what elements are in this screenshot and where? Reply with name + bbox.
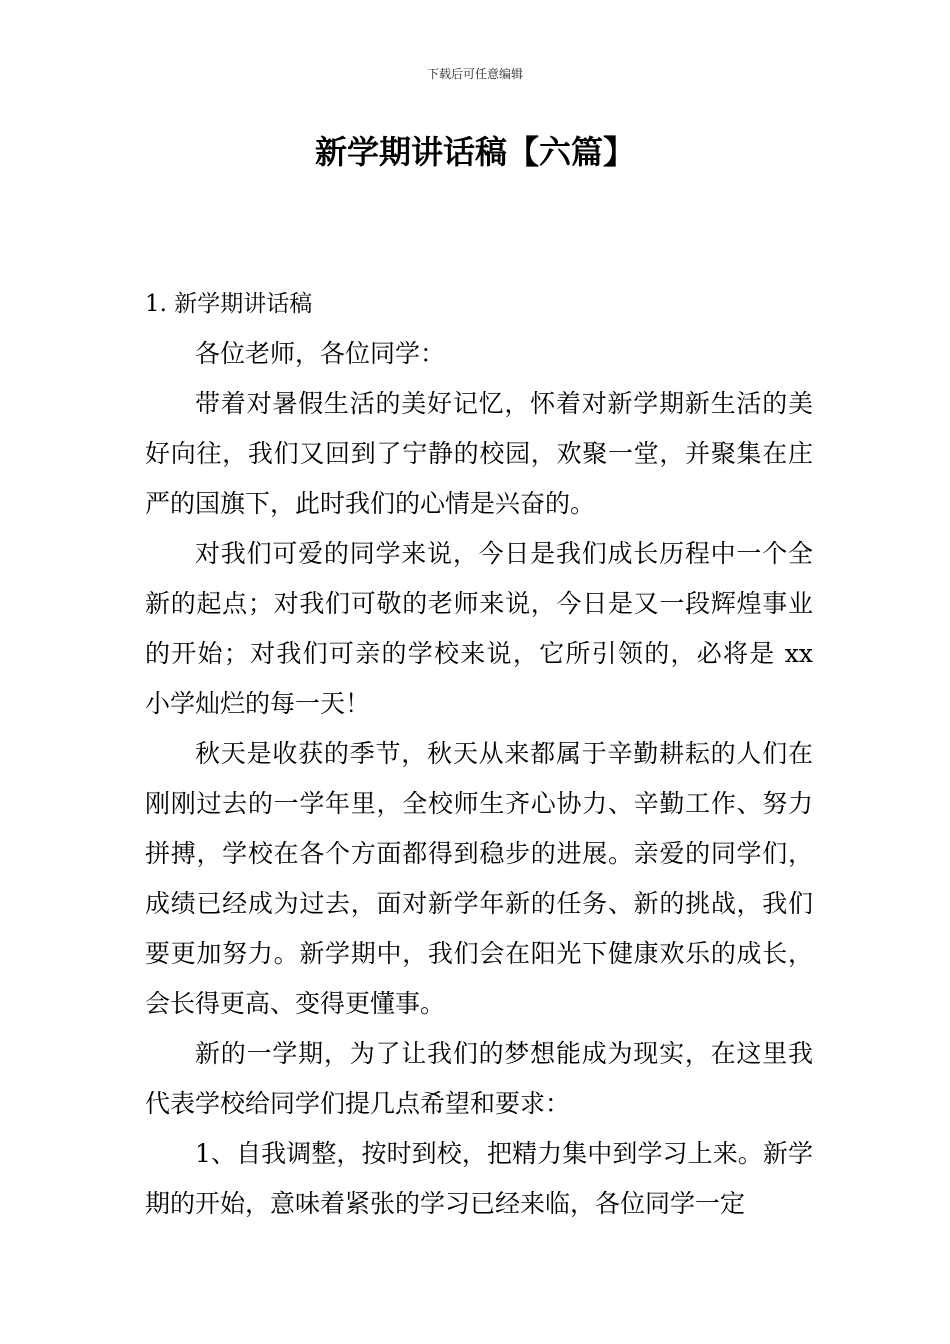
paragraph-greeting: 各位老师，各位同学： xyxy=(195,339,446,368)
section-heading: 1. 新学期讲话稿 xyxy=(145,291,313,317)
document-title: 新学期讲话稿【六篇】 xyxy=(314,133,635,171)
paragraph: 秋天是收获的季节，秋天从来都属于辛勤耕耘的人们在刚刚过去的一学年里，全校师生齐心协力、辛勤工作、努力拼搏，学校在各个方面都得到稳步的进展。亲爱的同学们，成绩已经成为过去，面对新学年新的任务、新的挑战，我们要更加努力。新学期中，我们会在阳光下健康欢乐的成长，会长得更高、变得更懂事。 xyxy=(145,739,813,1018)
header-note: 下载后可任意编辑 xyxy=(426,67,523,81)
document-body xyxy=(145,279,813,1229)
paragraph: 带着对暑假生活的美好记忆，怀着对新学期新生活的美好向往，我们又回到了宁静的校园，欢聚一堂，并聚集在庄严的国旗下，此时我们的心情是兴奋的。 xyxy=(145,389,813,518)
paragraph: 1、自我调整，按时到校，把精力集中到学习上来。新学期的开始，意味着紧张的学习已经来临，各位同学一定 xyxy=(145,1139,813,1218)
paragraph: 新的一学期，为了让我们的梦想能成为现实，在这里我代表学校给同学们提几点希望和要求： xyxy=(145,1039,813,1118)
paragraph: 对我们可爱的同学来说，今日是我们成长历程中一个全新的起点；对我们可敬的老师来说，今日是又一段辉煌事业的开始；对我们可亲的学校来说，它所引领的，必将是 xx 小学灿烂的每一天！ xyxy=(145,539,813,718)
